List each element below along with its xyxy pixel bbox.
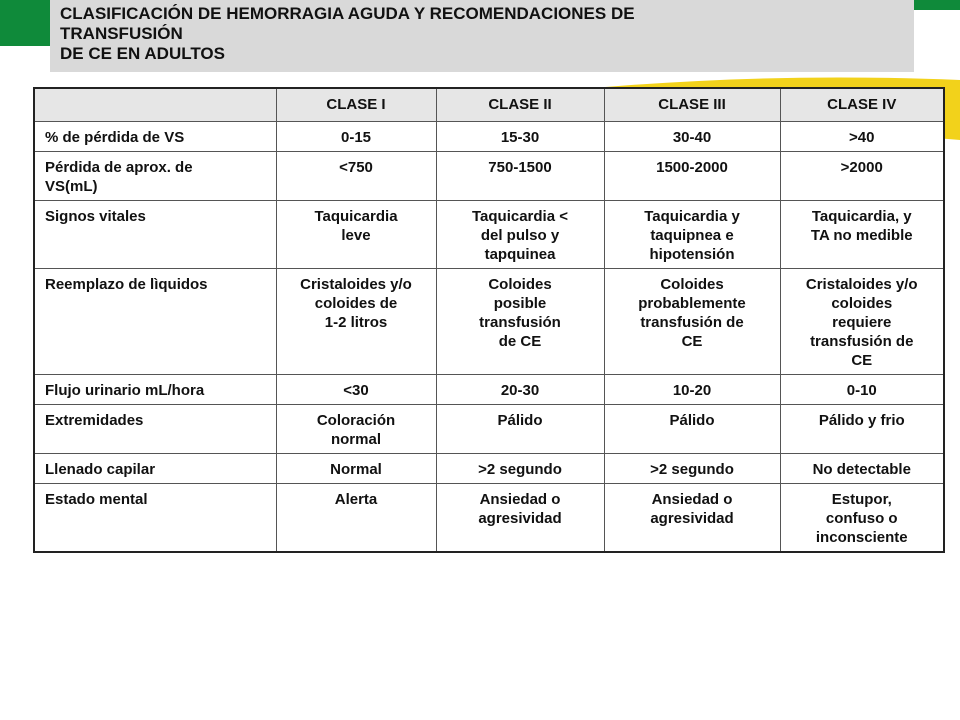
cell-line: Coloides [660,276,724,293]
cell-line: 15-30 [500,129,540,146]
row-label-line: VS(mL) [45,178,98,195]
cell-line: CE [851,352,873,369]
cell-line: <30 [343,382,369,399]
row-label-line: % de pérdida de VS [45,129,185,146]
cell-line: <750 [339,159,373,176]
table-body [34,122,944,553]
cell-line: agresividad [478,510,562,527]
cell-line: 10-20 [672,382,712,399]
table-cell-clase-3 [604,454,780,484]
cell-line: transfusión de [640,314,744,331]
table-cell-clase-4 [780,152,944,201]
cell-line: Alerta [334,491,378,508]
row-label-line: Extremidades [45,412,144,429]
row-label-line: Flujo urinario mL/hora [45,382,205,399]
table-cell-clase-1 [276,405,436,454]
cell-line: coloides [831,295,893,312]
cell-line: Pálido y frio [818,412,905,429]
cell-line: Taquicardia < [471,208,568,225]
cell-line: Coloración [316,412,396,429]
table-cell-clase-2 [436,375,604,405]
table-cell-clase-3 [604,152,780,201]
table-cell-clase-1 [276,152,436,201]
table-cell-clase-4 [780,484,944,553]
table-cell-clase-3 [604,201,780,269]
cell-line: probablemente [638,295,746,312]
classification-table-wrap [33,87,943,553]
row-label [34,484,276,553]
row-label [34,152,276,201]
table-cell-clase-1 [276,269,436,375]
table-cell-clase-2 [436,269,604,375]
table-cell-clase-4 [780,454,944,484]
cell-line: hipotensión [649,246,735,263]
table-cell-clase-4 [780,201,944,269]
row-label-line: Llenado capilar [45,461,156,478]
row-label-line: Estado mental [45,491,148,508]
table-cell-clase-3 [604,484,780,553]
header-cell-clase-2: CLASE II [436,88,604,122]
cell-line: 0-10 [846,382,877,399]
table-cell-clase-1 [276,484,436,553]
table-cell-clase-4 [780,269,944,375]
table-cell-clase-1 [276,201,436,269]
cell-line: Coloides [488,276,552,293]
page-title-line-1: CLASIFICACIÓN DE HEMORRAGIA AGUDA Y RECOMENDACIONES DE [60,4,635,23]
cell-line: Taquicardia y [644,208,740,225]
row-label [34,122,276,152]
table-row [34,454,944,484]
cell-line: Taquicardia, y [811,208,912,225]
cell-line: leve [341,227,371,244]
table-cell-clase-2 [436,152,604,201]
page-title-line-2: TRANSFUSIÓN [60,24,183,43]
row-label [34,375,276,405]
header-cell-blank [34,88,276,122]
cell-line: 20-30 [500,382,540,399]
table-cell-clase-4 [780,122,944,152]
cell-line: Taquicardia [314,208,398,225]
cell-line: confuso o [825,510,898,527]
table-row [34,375,944,405]
row-label [34,269,276,375]
cell-line: >2 segundo [478,461,562,478]
table-cell-clase-1 [276,375,436,405]
header-cell-clase-3: CLASE III [604,88,780,122]
cell-line: Pálido [497,412,543,429]
table-cell-clase-2 [436,454,604,484]
table-row [34,405,944,454]
row-label-line: Signos vitales [45,208,146,225]
table-cell-clase-3 [604,375,780,405]
cell-line: inconsciente [815,529,908,546]
cell-line: 1500-2000 [656,159,728,176]
table-row [34,201,944,269]
classification-table [33,87,945,553]
table-cell-clase-3 [604,269,780,375]
row-label [34,405,276,454]
cell-line: posible [493,295,547,312]
table-row [34,484,944,553]
table-cell-clase-4 [780,405,944,454]
table-row [34,122,944,152]
cell-line: Ansiedad o [651,491,733,508]
cell-line: del pulso y [480,227,560,244]
cell-line: Estupor, [831,491,892,508]
title-banner [50,0,914,72]
row-label-line: Pérdida de aprox. de [45,159,193,176]
cell-line: tapquinea [484,246,556,263]
cell-line: CE [681,333,703,350]
page-title-line-3: DE CE EN ADULTOS [60,44,225,63]
row-label [34,201,276,269]
cell-line: agresividad [650,510,734,527]
cell-line: 30-40 [672,129,712,146]
table-row [34,269,944,375]
cell-line: transfusión [479,314,561,331]
cell-line: coloides de [314,295,398,312]
cell-line: >40 [849,129,875,146]
cell-line: >2 segundo [650,461,734,478]
table-row [34,152,944,201]
table-cell-clase-2 [436,122,604,152]
cell-line: No detectable [812,461,911,478]
cell-line: Normal [330,461,382,478]
cell-line: >2000 [840,159,883,176]
cell-line: taquipnea e [650,227,734,244]
cell-line: Cristaloides y/o [300,276,412,293]
table-cell-clase-2 [436,201,604,269]
cell-line: TA no medible [810,227,913,244]
header-cell-clase-4: CLASE IV [780,88,944,122]
cell-line: normal [330,431,381,448]
row-label [34,454,276,484]
cell-line: 1-2 litros [324,314,388,331]
decor-green-block-left [0,0,56,46]
cell-line: Cristaloides y/o [805,276,918,293]
cell-line: de CE [498,333,542,350]
table-cell-clase-3 [604,122,780,152]
cell-line: 0-15 [340,129,372,146]
table-cell-clase-2 [436,484,604,553]
table-cell-clase-4 [780,375,944,405]
cell-line: 750-1500 [488,159,552,176]
cell-line: transfusión de [810,333,914,350]
row-label-line: Reemplazo de lìquidos [45,276,208,293]
table-cell-clase-1 [276,454,436,484]
table-cell-clase-3 [604,405,780,454]
cell-line: Pálido [669,412,715,429]
table-cell-clase-2 [436,405,604,454]
cell-line: requiere [832,314,892,331]
table-cell-clase-1 [276,122,436,152]
cell-line: Ansiedad o [479,491,561,508]
header-cell-clase-1: CLASE I [276,88,436,122]
header-row [34,88,944,122]
